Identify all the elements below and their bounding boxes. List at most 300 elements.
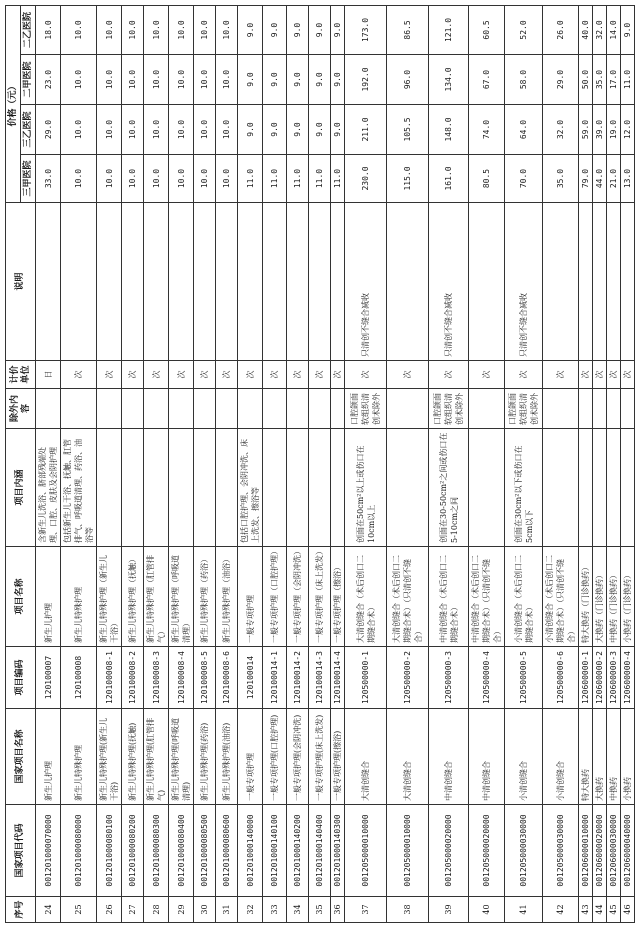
table-row [331,5,345,922]
cell-item-name: 新生儿特殊护理 [61,547,97,647]
cell-price-3b: 9.0 [287,105,309,155]
cell-price-3a: 10.0 [144,155,169,203]
table-row [593,5,607,922]
cell-price-3b: 105.5 [387,105,429,155]
cell-price-3a: 10.0 [169,155,194,203]
cell-price-3b: 64.0 [505,105,543,155]
cell-price-2a: 9.0 [287,55,309,105]
cell-price-2a: 10.0 [122,55,144,105]
cell-price-2a: 10.0 [169,55,194,105]
cell-price-2b: 52.0 [505,5,543,54]
cell-national-name: 一般专项护理(床上洗发) [309,709,331,805]
cell-national-code: 001201000140300 [331,805,345,897]
cell-unit: 次 [505,361,543,389]
cell-national-name: 新生儿特殊护理(药浴) [194,709,216,805]
cell-content: 含新生儿洗浴、脐部残端处理、口腔、皮肤及会阴护理 [36,429,61,547]
cell-price-2b: 14.0 [607,5,621,54]
cell-price-3a: 21.0 [607,155,621,203]
cell-national-name: 小清创缝合 [505,709,543,805]
cell-national-code: 001205000010000 [387,805,429,897]
cell-national-code: 001201000140100 [263,805,287,897]
cell-national-name: 大清创缝合 [387,709,429,805]
cell-price-2b: 18.0 [36,5,61,54]
cell-content [287,429,309,547]
cell-excluded [216,389,238,429]
cell-national-code: 001201000080200 [122,805,144,897]
cell-price-3b: 10.0 [144,105,169,155]
cell-item-name: 大清创缝合（术后创口二期缝合术）（只清创不缝合） [387,547,429,647]
cell-excluded [579,389,593,429]
cell-price-3b: 9.0 [309,105,331,155]
cell-price-3a: 11.0 [287,155,309,203]
col-item-code: 项目编码 [6,647,36,709]
cell-content: 包括新生儿干浴、抚触、肛管排气、呼吸道清理、药浴、油浴等 [61,429,97,547]
cell-item-code: 120500000-6 [543,647,579,709]
cell-national-name: 新生儿特殊护理(抚触) [122,709,144,805]
table-row [216,5,238,922]
cell-unit: 次 [345,361,387,389]
cell-national-code: 001201000140400 [309,805,331,897]
cell-excluded [263,389,287,429]
cell-item-name: 一般专项护理（擦浴） [331,547,345,647]
cell-item-name: 特大换药（门诊换药） [579,547,593,647]
cell-national-code: 001201000080000 [61,805,97,897]
table-row [238,5,263,922]
cell-price-3a: 161.0 [429,155,469,203]
cell-item-code: 120600000-3 [607,647,621,709]
cell-item-name: 大清创缝合（术后创口二期缝合术） [345,547,387,647]
cell-price-3b: 12.0 [621,105,635,155]
col-item-name: 项目名称 [6,547,36,647]
cell-price-2a: 10.0 [61,55,97,105]
cell-item-code: 120500000-3 [429,647,469,709]
cell-content [607,429,621,547]
cell-content [593,429,607,547]
cell-item-name: 新生儿特殊护理（呼吸道清理） [169,547,194,647]
cell-price-2b: 9.0 [309,5,331,54]
cell-content [216,429,238,547]
cell-seq: 28 [144,897,169,923]
table-row [287,5,309,922]
cell-price-2b: 10.0 [122,5,144,54]
cell-notes: 只清创不缝合减收 [345,203,387,361]
cell-unit: 次 [543,361,579,389]
cell-price-2a: 23.0 [36,55,61,105]
col-price-2b: 二乙医院 [21,5,36,54]
cell-seq: 42 [543,897,579,923]
cell-national-name: 小换药 [621,709,635,805]
cell-price-3a: 10.0 [216,155,238,203]
cell-price-2b: 10.0 [97,5,122,54]
cell-unit: 次 [387,361,429,389]
cell-price-2a: 17.0 [607,55,621,105]
cell-excluded: 口腔颌面软组织清创术除外 [429,389,469,429]
cell-content: 包括口腔护理、会阴冲洗、床上洗发、擦浴等 [238,429,263,547]
cell-notes: 只清创不缝合减收 [429,203,469,361]
cell-content: 创面在30cm²以下或伤口在5cm以下 [505,429,543,547]
cell-seq: 41 [505,897,543,923]
cell-price-3a: 70.0 [505,155,543,203]
cell-excluded [387,389,429,429]
cell-notes [122,203,144,361]
cell-price-3b: 9.0 [263,105,287,155]
table-row [309,5,331,922]
table-row [621,5,635,922]
cell-national-name: 新生儿特殊护理(肛管排气) [144,709,169,805]
cell-excluded [469,389,505,429]
cell-item-code: 120100008-4 [169,647,194,709]
cell-seq: 34 [287,897,309,923]
cell-content [144,429,169,547]
cell-price-2a: 58.0 [505,55,543,105]
table-row [122,5,144,922]
cell-item-name: 新生儿特殊护理（油浴） [216,547,238,647]
cell-notes [194,203,216,361]
cell-price-3a: 115.0 [387,155,429,203]
cell-item-name: 一般专项护理（口腔护理） [263,547,287,647]
cell-content [469,429,505,547]
table-body [36,5,635,922]
cell-national-name: 大清创缝合 [345,709,387,805]
cell-item-name: 一般专项护理（床上洗发） [309,547,331,647]
table-row [61,5,97,922]
cell-unit: 次 [309,361,331,389]
cell-price-2a: 29.0 [543,55,579,105]
cell-price-2a: 96.0 [387,55,429,105]
cell-item-name: 新生儿特殊护理（新生儿干浴） [97,547,122,647]
cell-price-3a: 230.0 [345,155,387,203]
cell-excluded [144,389,169,429]
col-seq: 序号 [6,897,36,923]
cell-item-code: 120100014 [238,647,263,709]
cell-price-2a: 10.0 [97,55,122,105]
cell-price-3a: 10.0 [97,155,122,203]
col-notes: 说明 [6,203,36,361]
cell-content [169,429,194,547]
cell-unit: 次 [579,361,593,389]
cell-national-name: 大换药 [593,709,607,805]
cell-national-code: 001206000010000 [579,805,593,897]
cell-price-2a: 134.0 [429,55,469,105]
cell-unit: 次 [263,361,287,389]
cell-item-code: 120100008-6 [216,647,238,709]
cell-national-code: 001205000020000 [429,805,469,897]
cell-excluded [122,389,144,429]
cell-price-3b: 10.0 [61,105,97,155]
cell-content [122,429,144,547]
cell-excluded: 口腔颌面软组织清创术除外 [345,389,387,429]
cell-unit: 次 [607,361,621,389]
cell-notes [169,203,194,361]
cell-notes: 只清创不缝合减收 [505,203,543,361]
cell-price-3a: 11.0 [238,155,263,203]
cell-unit: 次 [331,361,345,389]
table-row [345,5,387,922]
cell-notes [61,203,97,361]
cell-notes [607,203,621,361]
cell-national-code: 001201000140000 [238,805,263,897]
cell-seq: 46 [621,897,635,923]
table-row [144,5,169,922]
cell-item-code: 120600000-2 [593,647,607,709]
cell-price-3a: 10.0 [194,155,216,203]
cell-price-3a: 35.0 [543,155,579,203]
cell-item-code: 120100014-1 [263,647,287,709]
cell-unit: 次 [238,361,263,389]
cell-price-2b: 10.0 [144,5,169,54]
cell-price-2a: 67.0 [469,55,505,105]
cell-national-code: 001201000140200 [287,805,309,897]
table-row [169,5,194,922]
col-national-name: 国家项目名称 [6,709,36,805]
cell-price-3a: 79.0 [579,155,593,203]
cell-price-3a: 44.0 [593,155,607,203]
cell-national-name: 新生儿特殊护理(呼吸道清理) [169,709,194,805]
cell-seq: 37 [345,897,387,923]
col-content: 项目内涵 [6,429,36,547]
cell-price-3a: 11.0 [331,155,345,203]
cell-seq: 36 [331,897,345,923]
cell-national-name: 中换药 [607,709,621,805]
cell-seq: 39 [429,897,469,923]
cell-price-2b: 9.0 [263,5,287,54]
cell-excluded [287,389,309,429]
cell-national-name: 一般专项护理(口腔护理) [263,709,287,805]
col-price-group: 价格（元） [6,5,21,202]
cell-price-2a: 35.0 [593,55,607,105]
cell-national-code: 001205000030000 [543,805,579,897]
cell-seq: 45 [607,897,621,923]
col-national-code: 国家项目代码 [6,805,36,897]
cell-price-3a: 10.0 [122,155,144,203]
cell-item-code: 120100008-3 [144,647,169,709]
col-excluded: 除外内容 [6,389,36,429]
cell-item-code: 120100008-5 [194,647,216,709]
cell-price-2a: 11.0 [621,55,635,105]
cell-item-name: 大换药（门诊换药） [593,547,607,647]
cell-item-name: 一般专项护理（会阴冲洗） [287,547,309,647]
cell-unit: 次 [144,361,169,389]
cell-price-3b: 10.0 [122,105,144,155]
cell-price-3a: 10.0 [61,155,97,203]
cell-price-2a: 9.0 [309,55,331,105]
cell-content [543,429,579,547]
cell-national-code: 001201000080100 [97,805,122,897]
cell-price-2a: 10.0 [216,55,238,105]
cell-item-code: 120100008-2 [122,647,144,709]
cell-content [621,429,635,547]
col-price-3a: 三甲医院 [21,155,36,203]
cell-unit: 次 [429,361,469,389]
cell-item-name: 一般专项护理 [238,547,263,647]
cell-price-3b: 59.0 [579,105,593,155]
cell-price-2a: 10.0 [144,55,169,105]
cell-unit: 次 [169,361,194,389]
cell-item-code: 120500000-1 [345,647,387,709]
cell-content [387,429,429,547]
cell-item-code: 120100008-1 [97,647,122,709]
cell-seq: 25 [61,897,97,923]
cell-excluded [593,389,607,429]
cell-notes [543,203,579,361]
cell-national-name: 一般专项护理(会阴冲洗) [287,709,309,805]
cell-notes [144,203,169,361]
cell-price-2b: 10.0 [216,5,238,54]
cell-excluded [331,389,345,429]
cell-content [309,429,331,547]
cell-price-2b: 9.0 [331,5,345,54]
cell-national-code: 001206000040000 [621,805,635,897]
cell-price-2a: 9.0 [263,55,287,105]
cell-price-2b: 121.0 [429,5,469,54]
cell-excluded [607,389,621,429]
cell-seq: 40 [469,897,505,923]
cell-seq: 31 [216,897,238,923]
table-row [607,5,621,922]
cell-item-name: 小清创缝合（术后创口二期缝合术） [505,547,543,647]
cell-excluded [238,389,263,429]
cell-notes [238,203,263,361]
cell-item-code: 120100014-3 [309,647,331,709]
cell-unit: 次 [61,361,97,389]
cell-unit: 次 [122,361,144,389]
cell-excluded [309,389,331,429]
cell-price-2b: 173.0 [345,5,387,54]
cell-price-2b: 32.0 [593,5,607,54]
table-row [505,5,543,922]
cell-seq: 44 [593,897,607,923]
cell-price-3b: 10.0 [97,105,122,155]
cell-content [331,429,345,547]
cell-notes [469,203,505,361]
table-row [387,5,429,922]
cell-price-3b: 32.0 [543,105,579,155]
cell-excluded: 口腔颌面软组织清创术除外 [505,389,543,429]
cell-item-name: 小换药（门诊换药） [621,547,635,647]
cell-item-code: 120500000-4 [469,647,505,709]
cell-price-2b: 10.0 [169,5,194,54]
cell-national-code: 001205000030000 [505,805,543,897]
cell-excluded [61,389,97,429]
cell-item-name: 中清创缝合（术后创口二期缝合术）（只清创不缝合） [469,547,505,647]
cell-national-code: 001201000080300 [144,805,169,897]
table-row [97,5,122,922]
cell-price-2a: 9.0 [331,55,345,105]
cell-seq: 29 [169,897,194,923]
cell-price-3b: 10.0 [194,105,216,155]
cell-price-2a: 10.0 [194,55,216,105]
header-row [6,5,21,922]
cell-national-name: 中清创缝合 [469,709,505,805]
cell-item-name: 小清创缝合（术后创口二期缝合术）（只清创不缝合） [543,547,579,647]
cell-price-2b: 9.0 [287,5,309,54]
cell-notes [309,203,331,361]
col-unit: 计价单位 [6,361,36,389]
cell-item-name: 新生儿护理 [36,547,61,647]
cell-notes [287,203,309,361]
cell-notes [36,203,61,361]
cell-excluded [621,389,635,429]
table-row [36,5,61,922]
cell-unit: 次 [469,361,505,389]
cell-seq: 26 [97,897,122,923]
cell-content: 创面在30-50cm²之间或伤口在5-10cm之间 [429,429,469,547]
cell-national-name: 小清创缝合 [543,709,579,805]
cell-content [579,429,593,547]
cell-seq: 24 [36,897,61,923]
cell-national-code: 001201000080400 [169,805,194,897]
cell-unit: 日 [36,361,61,389]
cell-unit: 次 [194,361,216,389]
cell-excluded [543,389,579,429]
cell-item-name: 中换药（门诊换药） [607,547,621,647]
cell-price-2a: 50.0 [579,55,593,105]
cell-price-3a: 80.5 [469,155,505,203]
cell-unit: 次 [593,361,607,389]
cell-notes [593,203,607,361]
cell-price-2b: 9.0 [621,5,635,54]
cell-item-name: 新生儿特殊护理（药浴） [194,547,216,647]
col-price-2a: 二甲医院 [21,55,36,105]
cell-item-code: 120500000-5 [505,647,543,709]
cell-seq: 27 [122,897,144,923]
cell-item-code: 120100014-2 [287,647,309,709]
cell-price-2b: 40.0 [579,5,593,54]
cell-national-name: 特大换药 [579,709,593,805]
cell-national-name: 新生儿特殊护理(油浴) [216,709,238,805]
cell-item-name: 新生儿特殊护理（抚触） [122,547,144,647]
cell-notes [621,203,635,361]
cell-price-3a: 33.0 [36,155,61,203]
cell-price-3b: 9.0 [331,105,345,155]
cell-national-code: 001201000070000 [36,805,61,897]
cell-price-3b: 19.0 [607,105,621,155]
cell-seq: 43 [579,897,593,923]
cell-national-name: 新生儿护理 [36,709,61,805]
cell-seq: 38 [387,897,429,923]
cell-price-2b: 86.5 [387,5,429,54]
cell-national-name: 中清创缝合 [429,709,469,805]
cell-item-code: 120600000-1 [579,647,593,709]
cell-price-3b: 9.0 [238,105,263,155]
cell-notes [216,203,238,361]
cell-price-2b: 10.0 [61,5,97,54]
cell-price-2a: 9.0 [238,55,263,105]
cell-content [263,429,287,547]
table-row [429,5,469,922]
cell-price-3b: 39.0 [593,105,607,155]
cell-price-3a: 11.0 [263,155,287,203]
cell-item-code: 120500000-2 [387,647,429,709]
cell-notes [331,203,345,361]
cell-excluded [97,389,122,429]
cell-unit: 次 [621,361,635,389]
cell-national-code: 001205000020000 [469,805,505,897]
cell-price-3b: 148.0 [429,105,469,155]
cell-unit: 次 [216,361,238,389]
cell-price-2b: 9.0 [238,5,263,54]
cell-national-code: 001206000030000 [607,805,621,897]
cell-price-3a: 11.0 [309,155,331,203]
cell-item-code: 120100014-4 [331,647,345,709]
cell-item-code: 120100007 [36,647,61,709]
col-price-3b: 三乙医院 [21,105,36,155]
cell-price-2a: 192.0 [345,55,387,105]
cell-notes [579,203,593,361]
cell-item-name: 中清创缝合（术后创口二期缝合术） [429,547,469,647]
cell-excluded [36,389,61,429]
table-row [469,5,505,922]
